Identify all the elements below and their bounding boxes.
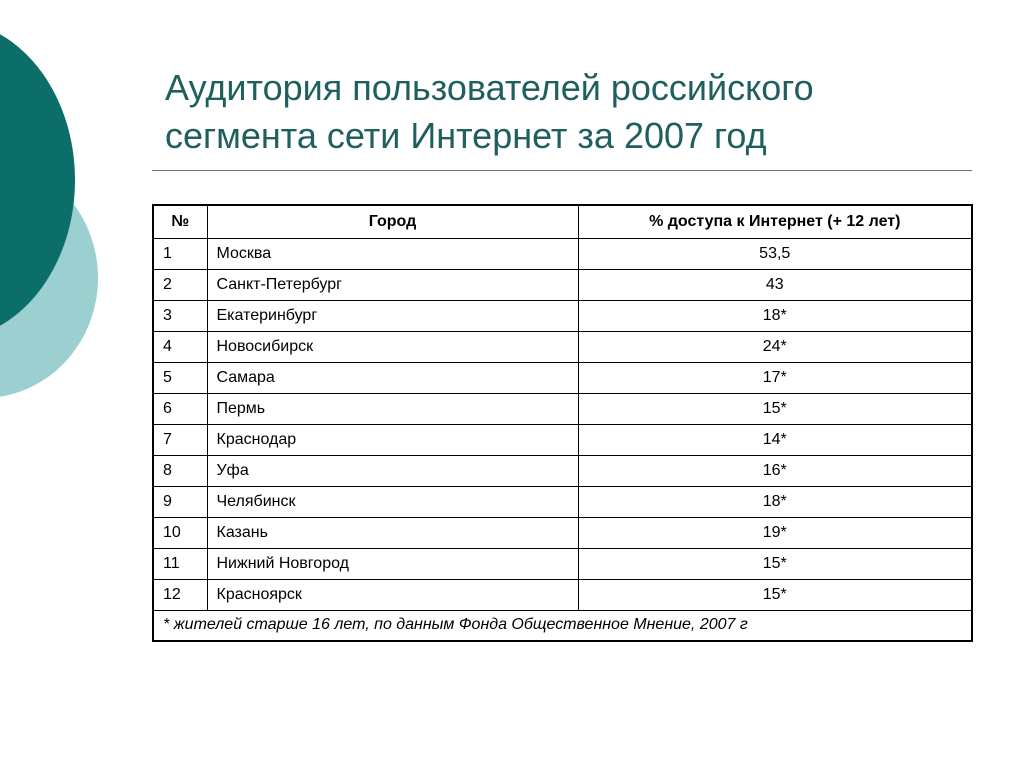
row-city: Новосибирск: [207, 331, 578, 362]
row-number: 5: [153, 362, 207, 393]
table-row: [153, 424, 972, 455]
table-row: [153, 300, 972, 331]
row-number: 1: [153, 238, 207, 269]
row-access-value: 19*: [578, 517, 972, 548]
row-number: 4: [153, 331, 207, 362]
row-access-value: 24*: [578, 331, 972, 362]
row-number: 6: [153, 393, 207, 424]
row-number: 12: [153, 579, 207, 610]
row-access-value: 15*: [578, 579, 972, 610]
row-city: Екатеринбург: [207, 300, 578, 331]
row-access-value: 15*: [578, 548, 972, 579]
table-row: [153, 269, 972, 300]
row-number: 11: [153, 548, 207, 579]
internet-access-table: [152, 204, 973, 642]
row-access-value: 53,5: [578, 238, 972, 269]
table-row: [153, 455, 972, 486]
table-row: [153, 486, 972, 517]
table-row: [153, 517, 972, 548]
row-city: Казань: [207, 517, 578, 548]
table-row: [153, 238, 972, 269]
table-header-row: [153, 205, 972, 238]
row-access-value: 18*: [578, 486, 972, 517]
slide-title: [165, 64, 985, 160]
row-access-value: 43: [578, 269, 972, 300]
row-access-value: 17*: [578, 362, 972, 393]
slide-title-line-2: сегмента сети Интернет за 2007 год: [165, 115, 767, 156]
row-city: Санкт-Петербург: [207, 269, 578, 300]
row-number: 9: [153, 486, 207, 517]
row-city: Челябинск: [207, 486, 578, 517]
row-city: Нижний Новгород: [207, 548, 578, 579]
row-city: Москва: [207, 238, 578, 269]
row-number: 8: [153, 455, 207, 486]
row-number: 10: [153, 517, 207, 548]
header-city: Город: [207, 205, 578, 238]
row-city: Краснодар: [207, 424, 578, 455]
row-number: 3: [153, 300, 207, 331]
row-access-value: 18*: [578, 300, 972, 331]
header-number: №: [153, 205, 207, 238]
row-number: 2: [153, 269, 207, 300]
title-divider: [152, 170, 972, 171]
row-access-value: 16*: [578, 455, 972, 486]
table-row: [153, 393, 972, 424]
table-row: [153, 548, 972, 579]
table-row: [153, 362, 972, 393]
table-footnote: * жителей старше 16 лет, по данным Фонда Общественное Мнение, 2007 г: [153, 610, 972, 641]
row-city: Красноярск: [207, 579, 578, 610]
row-city: Самара: [207, 362, 578, 393]
slide-title-line-1: Аудитория пользователей российского: [165, 67, 814, 108]
table-footnote-row: [153, 610, 972, 641]
table-row: [153, 579, 972, 610]
row-access-value: 15*: [578, 393, 972, 424]
row-access-value: 14*: [578, 424, 972, 455]
table-row: [153, 331, 972, 362]
row-city: Уфа: [207, 455, 578, 486]
header-access-percent: % доступа к Интернет (+ 12 лет): [578, 205, 972, 238]
row-number: 7: [153, 424, 207, 455]
row-city: Пермь: [207, 393, 578, 424]
